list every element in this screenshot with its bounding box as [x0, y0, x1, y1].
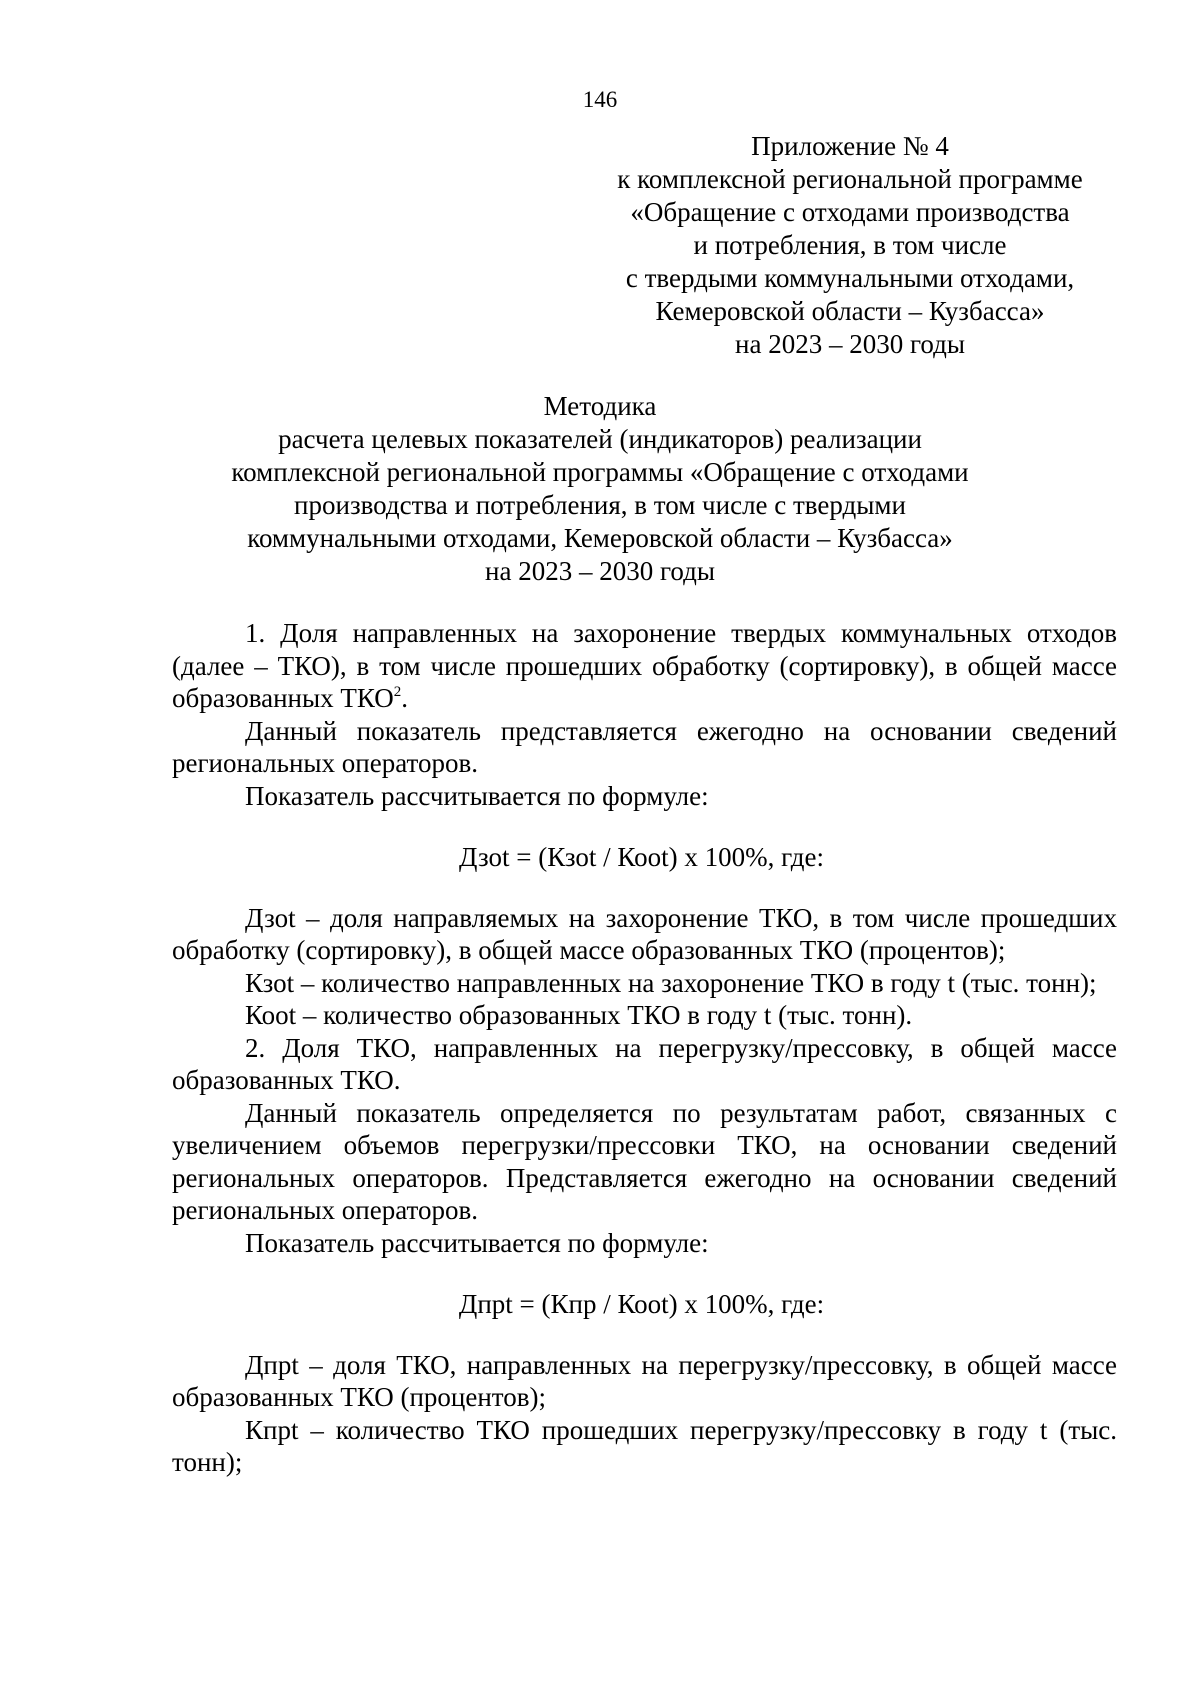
definition-kzot: Кзоt – количество направленных на захоронение ТКО в году t (тыс. тонн);: [245, 967, 1097, 998]
appendix-line: с твердыми коммунальными отходами,: [625, 263, 1075, 293]
definition-kprt: Кпрt – количество ТКО прошедших перегрузку/прессовку в году t (тыс. тонн);: [172, 1414, 1117, 1477]
appendix-line: на 2023 – 2030 годы: [735, 329, 965, 359]
title-line: производства и потребления, в том числе с твердыми: [294, 490, 906, 520]
appendix-line: «Обращение с отходами производства: [630, 197, 1070, 227]
title-line: на 2023 – 2030 годы: [485, 556, 715, 586]
section-1-heading-end: .: [401, 683, 408, 713]
section-2-formula-intro: Показатель рассчитывается по формуле:: [245, 1227, 709, 1258]
appendix-line: и потребления, в том числе: [693, 230, 1007, 260]
appendix-line: к комплексной региональной программе: [617, 164, 1083, 194]
title-line: коммунальными отходами, Кемеровской области – Кузбасса»: [247, 523, 953, 553]
appendix-header: [600, 130, 1100, 361]
section-1-heading: [172, 617, 1117, 715]
section-2-paragraph: Данный показатель определяется по результатам работ, связанных с увеличением объемов перегрузки/прессовки ТКО, на основании сведений региональных операторов. Представляется ежегодно на основании сведений региональных операторов.: [172, 1097, 1117, 1225]
footnote-mark: 2: [393, 684, 402, 700]
definition-dzot: Дзоt – доля направляемых на захоронение ТКО, в том числе прошедших обработку (сортировку), в общей массе образованных ТКО (процентов);: [172, 902, 1117, 965]
title-line: комплексной региональной программы «Обращение с отходами: [231, 457, 969, 487]
page-number: 146: [582, 87, 618, 112]
section-2-heading: 2. Доля ТКО, направленных на перегрузку/прессовку, в общей массе образованных ТКО.: [172, 1032, 1117, 1095]
appendix-line: Приложение № 4: [751, 131, 949, 161]
document-title: [160, 390, 1040, 588]
title-line: Методика: [543, 391, 657, 421]
section-1-paragraph: Данный показатель представляется ежегодно на основании сведений региональных операторов.: [172, 715, 1117, 778]
definition-dprt: Дпрt – доля ТКО, направленных на перегрузку/прессовку, в общей массе образованных ТКО (процентов);: [172, 1349, 1117, 1412]
title-line: расчета целевых показателей (индикаторов) реализации: [278, 424, 922, 454]
formula-dzot: Дзоt = (Кзоt / Коot) х 100%, где:: [458, 842, 825, 872]
definition-koot: Коot – количество образованных ТКО в году t (тыс. тонн).: [245, 1000, 913, 1030]
section-1-heading-text: 1. Доля направленных на захоронение твердых коммунальных отходов (далее – ТКО), в том числе прошедших обработку (сортировку), в общей массе образованных ТКО: [172, 618, 1117, 713]
formula-dprt: Дпрt = (Кпр / Коot) х 100%, где:: [458, 1289, 825, 1319]
section-1-formula-intro: Показатель рассчитывается по формуле:: [245, 780, 709, 811]
appendix-line: Кемеровской области – Кузбасса»: [655, 296, 1045, 326]
document-body: [172, 617, 1117, 1479]
